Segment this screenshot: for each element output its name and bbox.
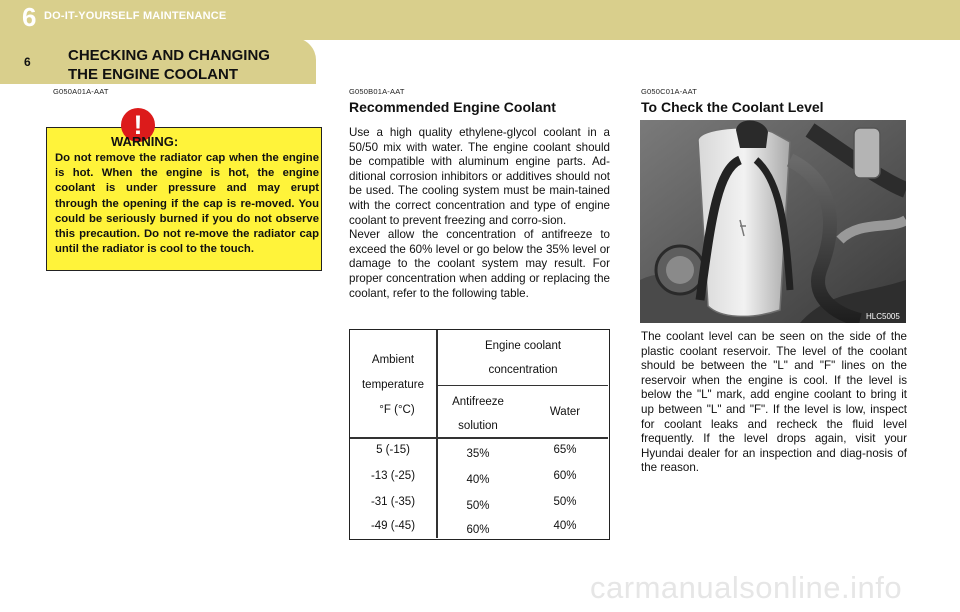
chapter-number: 6 — [22, 2, 37, 32]
recommended-paragraph-1: Use a high quality ethylene-glycol coolant in a 50/50 mix with water. The engine coolant should be compatible with aluminum engine parts. Ad-ditional corrosion inhibitors or additives should not be used. The cooling system must be main-tained with the correct concentration and type of engine coolant to prevent freezing and corro-sion. — [349, 126, 610, 227]
watermark: carmanualsonline.info — [590, 570, 903, 605]
check-level-text: The coolant level can be seen on the side of the plastic coolant reservoir. The level of the coolant should be between the "L" and "F" lines on the reservoir when the engine is cool. If the level is below the "L" mark, add engine coolant to bring it up between "L" and "F". If the level is low, inspect for coolant leaks and recheck the fluid level frequently. If the level drops again, visit your Hyundai dealer for an inspection and diag-nosis of the reason. — [641, 330, 907, 475]
section-title — [68, 46, 270, 84]
chapter-title: DO-IT-YOURSELF MAINTENANCE — [44, 10, 227, 22]
warning-title: WARNING: — [111, 134, 179, 149]
table-row-water: 40% — [553, 520, 577, 532]
table-row-antifreeze: 35% — [466, 448, 490, 460]
recommended-coolant-heading: Recommended Engine Coolant — [349, 99, 556, 115]
coolant-group-header-line1: Engine coolant — [484, 340, 562, 352]
section-title-line2: THE ENGINE COOLANT — [68, 66, 239, 83]
ambient-header-line2: temperature — [361, 379, 424, 391]
coolant-reservoir-photo — [640, 120, 906, 323]
table-row-water: 60% — [553, 470, 577, 482]
table-row-antifreeze: 60% — [466, 524, 490, 536]
antifreeze-header-line1: Antifreeze — [452, 396, 504, 408]
table-row-antifreeze: 40% — [466, 474, 490, 486]
exclamation-icon: ! — [121, 108, 155, 142]
check-level-heading: To Check the Coolant Level — [641, 99, 824, 115]
page-number: 6 — [24, 55, 31, 69]
coolant-concentration-table — [349, 329, 610, 540]
section-code-recommended: G050B01A-AAT — [349, 87, 405, 96]
warning-text: Do not remove the radiator cap when the engine is hot. When the engine is hot, the engine coolant is under pressure and may erupt through the opening if the cap is re-moved. You could be seriously burned if you do not observe this precaution. Do not re-move the radiator cap until the radiator is cool to the touch. — [55, 152, 319, 256]
antifreeze-header-line2: solution — [458, 420, 498, 432]
recommended-paragraph-2: Never allow the concentration of antifreeze to exceed the 60% level or go below the 35% level or damage to the coolant system may result. For proper concentration when adding or replacing the coolant, refer to the following table. — [349, 228, 610, 300]
ambient-header-unit: °F (°C) — [379, 404, 415, 416]
table-row-water: 65% — [553, 444, 577, 456]
table-row-antifreeze: 50% — [466, 500, 490, 512]
ambient-header-line1: Ambient — [371, 354, 415, 366]
water-header: Water — [549, 406, 581, 418]
coolant-group-header-line2: concentration — [488, 364, 558, 376]
table-row-temperature: -49 (-45) — [370, 520, 416, 532]
table-row-water: 50% — [553, 496, 577, 508]
recommended-coolant-text — [349, 126, 610, 301]
section-code-warning: G050A01A-AAT — [53, 87, 109, 96]
table-row-temperature: -13 (-25) — [370, 470, 416, 482]
section-code-check-level: G050C01A-AAT — [641, 87, 698, 96]
warning-box — [46, 110, 322, 271]
photo-code: HLC5005 — [866, 312, 900, 321]
section-title-line1: CHECKING AND CHANGING — [68, 47, 270, 64]
header-band — [0, 0, 960, 40]
table-row-temperature: 5 (-15) — [376, 444, 410, 456]
table-row-temperature: -31 (-35) — [370, 496, 416, 508]
